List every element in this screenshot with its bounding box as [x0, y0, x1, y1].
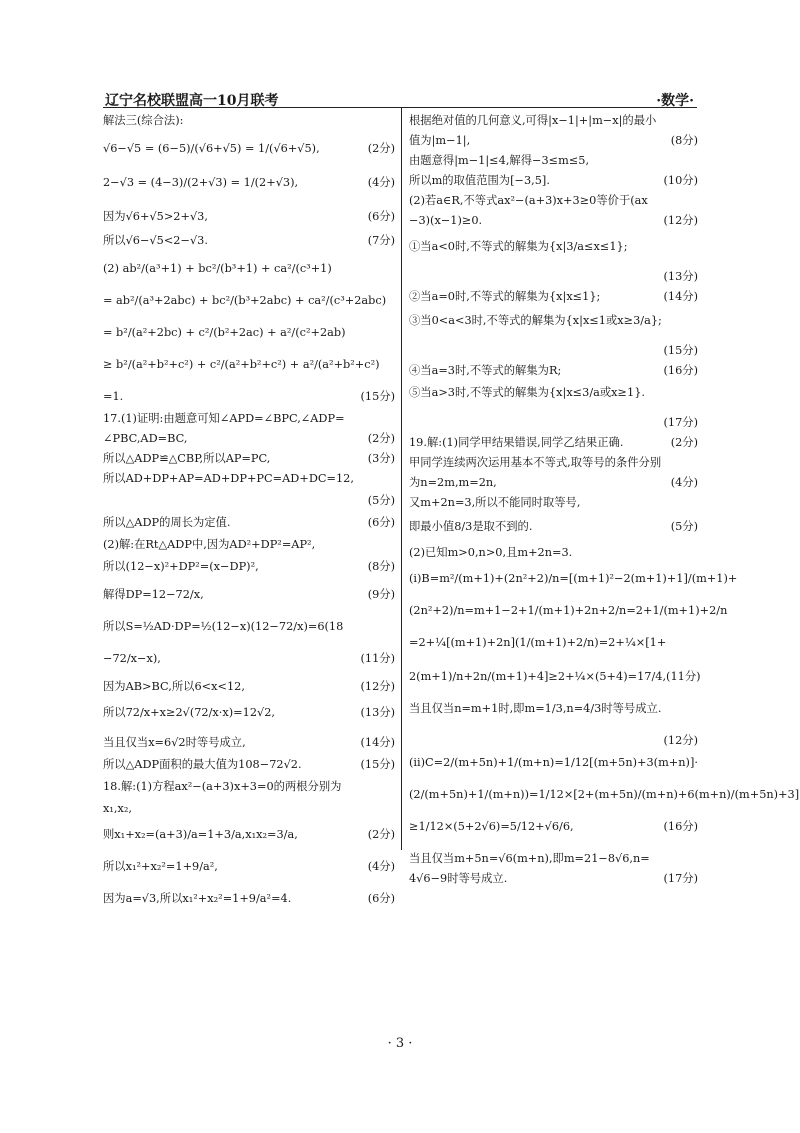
line-text: 4√6−9时等号成立.	[409, 872, 508, 885]
header-divider	[103, 107, 697, 108]
line-text: 所以72/x+x≥2√(72/x·x)=12√2,	[103, 706, 275, 719]
score-mark: (9分)	[367, 588, 395, 601]
line-text: 所以△ADP面积的最大值为108−72√2.	[103, 758, 302, 771]
line-text: 根据绝对值的几何意义,可得|x−1|+|m−x|的最小	[409, 114, 657, 127]
line-text: (i)B=m²/(m+1)+(2n²+2)/n=[(m+1)²−2(m+1)+1]/(m+1)+	[409, 572, 738, 585]
line-text: (2/(m+5n)+1/(m+n))=1/12×[2+(m+5n)/(m+n)+6(m+n)/(m+5n)+3]	[409, 788, 800, 801]
line-text: (2) ab²/(a³+1) + bc²/(b³+1) + ca²/(c³+1)	[103, 262, 332, 275]
line-text: =2+¼[(m+1)+2n](1/(m+1)+2/n)=2+¼×[1+	[409, 636, 667, 649]
exam-title: 辽宁名校联盟高一10月联考	[105, 93, 279, 109]
line-text: 又m+2n=3,所以不能同时取等号,	[409, 496, 581, 509]
line-text: 当且仅当n=m+1时,即m=1/3,n=4/3时等号成立.	[409, 702, 662, 715]
score-mark: (13分)	[663, 270, 698, 283]
line-text: 19.解:(1)同学甲结果错误,同学乙结果正确.	[409, 436, 624, 449]
line-text: x₁,x₂,	[103, 802, 132, 815]
line-text: 所以AD+DP+AP=AD+DP+PC=AD+DC=12,	[103, 472, 354, 485]
line-text: 解法三(综合法):	[103, 114, 184, 127]
line-text: (ii)C=2/(m+5n)+1/(m+n)=1/12[(m+5n)+3(m+n)]·	[409, 756, 698, 769]
score-mark: (8分)	[670, 134, 698, 147]
line-text: 因为AB>BC,所以6<x<12,	[103, 680, 245, 693]
line-text: 2−√3 = (4−3)/(2+√3) = 1/(2+√3),	[103, 176, 299, 189]
score-mark: (3分)	[367, 452, 395, 465]
line-text: ≥1/12×(5+2√6)=5/12+√6/6,	[409, 820, 574, 833]
line-text: 当且仅当m+5n=√6(m+n),即m=21−8√6,n=	[409, 852, 650, 865]
score-mark: (5分)	[367, 494, 395, 507]
line-text: 2(m+1)/n+2n/(m+1)+4]≥2+¼×(5+4)=17/4,(11分)	[409, 670, 701, 683]
score-mark: (17分)	[663, 872, 698, 885]
line-text: (2)解:在Rt△ADP中,因为AD²+DP²=AP²,	[103, 538, 316, 551]
score-mark: (12分)	[360, 680, 395, 693]
score-mark: (14分)	[663, 290, 698, 303]
score-mark: (16分)	[663, 820, 698, 833]
line-text: = ab²/(a³+2abc) + bc²/(b³+2abc) + ca²/(c³+2abc)	[103, 294, 387, 307]
line-text: 所以x₁²+x₂²=1+9/a²,	[103, 860, 218, 873]
score-mark: (13分)	[360, 706, 395, 719]
line-text: 解得DP=12−72/x,	[103, 588, 204, 601]
line-text: √6−√5 = (6−5)/(√6+√5) = 1/(√6+√5),	[103, 142, 320, 155]
score-mark: (7分)	[367, 234, 395, 247]
score-mark: (6分)	[367, 210, 395, 223]
line-text: 所以△ADP的周长为定值.	[103, 516, 231, 529]
score-mark: (4分)	[367, 860, 395, 873]
line-text: 为n=2m,m=2n,	[409, 476, 497, 489]
score-mark: (12分)	[663, 734, 698, 747]
line-text: ④当a=3时,不等式的解集为R;	[409, 364, 562, 377]
score-mark: (4分)	[367, 176, 395, 189]
line-text: 当且仅当x=6√2时等号成立,	[103, 736, 246, 749]
score-mark: (16分)	[663, 364, 698, 377]
score-mark: (4分)	[670, 476, 698, 489]
score-mark: (15分)	[360, 758, 395, 771]
score-mark: (2分)	[367, 432, 395, 445]
line-text: = b²/(a²+2bc) + c²/(b²+2ac) + a²/(c²+2ab)	[103, 326, 346, 339]
line-text: ①当a<0时,不等式的解集为{x|3/a≤x≤1};	[409, 240, 628, 253]
line-text: =1.	[103, 390, 124, 403]
line-text: 因为a=√3,所以x₁²+x₂²=1+9/a²=4.	[103, 892, 292, 905]
line-text: 所以√6−√5<2−√3.	[103, 234, 208, 247]
score-mark: (15分)	[663, 344, 698, 357]
line-text: ②当a=0时,不等式的解集为{x|x≤1};	[409, 290, 601, 303]
line-text: ③当0<a<3时,不等式的解集为{x|x≤1或x≥3/a};	[409, 314, 662, 327]
score-mark: (6分)	[367, 892, 395, 905]
line-text: 由题意得|m−1|≤4,解得−3≤m≤5,	[409, 154, 590, 167]
line-text: −3)(x−1)≥0.	[409, 214, 483, 227]
score-mark: (17分)	[663, 416, 698, 429]
line-text: 所以m的取值范围为[−3,5].	[409, 174, 550, 187]
line-text: 甲同学连续两次运用基本不等式,取等号的条件分别	[409, 456, 662, 469]
line-text: 17.(1)证明:由题意可知∠APD=∠BPC,∠ADP=	[103, 412, 345, 425]
line-text: ⑤当a>3时,不等式的解集为{x|x≤3/a或x≥1}.	[409, 386, 645, 399]
line-text: −72/x−x),	[103, 652, 161, 665]
line-text: 即最小值8/3是取不到的.	[409, 520, 533, 533]
line-text: (2)若a∈R,不等式ax²−(a+3)x+3≥0等价于(ax	[409, 194, 648, 207]
line-text: (2)已知m>0,n>0,且m+2n=3.	[409, 546, 573, 559]
line-text: 18.解:(1)方程ax²−(a+3)x+3=0的两根分别为	[103, 780, 342, 793]
line-text: 所以(12−x)²+DP²=(x−DP)²,	[103, 560, 259, 573]
line-text: 所以S=½AD·DP=½(12−x)(12−72/x)=6(18	[103, 620, 344, 633]
line-text: 值为|m−1|,	[409, 134, 471, 147]
line-text: ∠PBC,AD=BC,	[103, 432, 188, 445]
score-mark: (12分)	[663, 214, 698, 227]
line-text: ≥ b²/(a²+b²+c²) + c²/(a²+b²+c²) + a²/(a²+b²+c²)	[103, 358, 380, 371]
score-mark: (15分)	[360, 390, 395, 403]
score-mark: (10分)	[663, 174, 698, 187]
line-text: (2n²+2)/n=m+1−2+1/(m+1)+2n+2/n=2+1/(m+1)+2/n	[409, 604, 728, 617]
subject-label: ·数学·	[656, 93, 694, 109]
score-mark: (2分)	[367, 142, 395, 155]
score-mark: (14分)	[360, 736, 395, 749]
score-mark: (8分)	[367, 560, 395, 573]
column-divider	[401, 108, 402, 850]
score-mark: (2分)	[367, 828, 395, 841]
line-text: 则x₁+x₂=(a+3)/a=1+3/a,x₁x₂=3/a,	[103, 828, 298, 841]
line-text: 所以△ADP≌△CBP,所以AP=PC,	[103, 452, 271, 465]
score-mark: (11分)	[360, 652, 395, 665]
line-text: 因为√6+√5>2+√3,	[103, 210, 208, 223]
score-mark: (2分)	[670, 436, 698, 449]
score-mark: (6分)	[367, 516, 395, 529]
score-mark: (5分)	[670, 520, 698, 533]
page-number: · 3 ·	[387, 1036, 413, 1051]
